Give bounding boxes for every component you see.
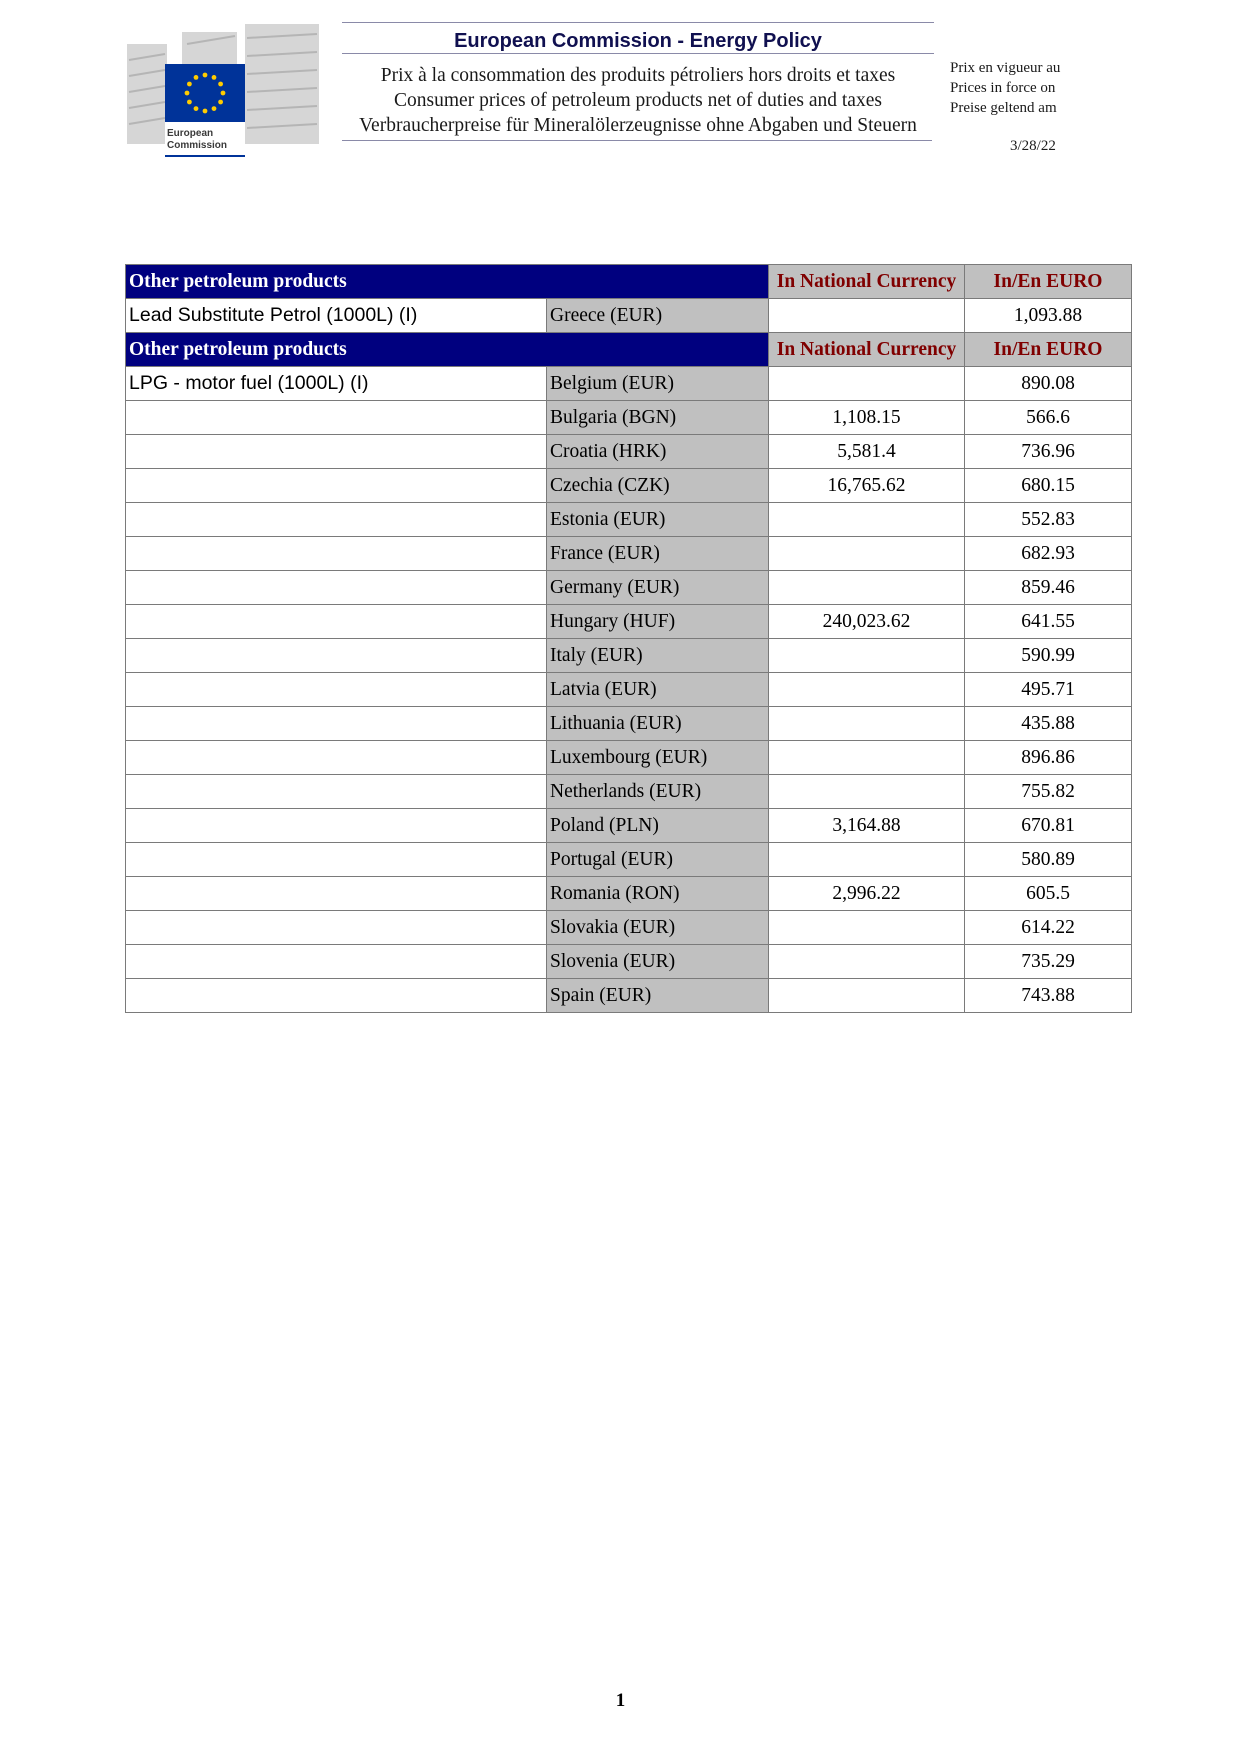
national-currency-value (769, 775, 965, 809)
country-cell: Germany (EUR) (547, 571, 769, 605)
product-name-empty (126, 503, 547, 537)
eu-star-icon (187, 82, 192, 87)
euro-value: 743.88 (965, 979, 1132, 1013)
column-header-euro: In/En EURO (965, 333, 1132, 367)
national-currency-value (769, 367, 965, 401)
country-cell: Romania (RON) (547, 877, 769, 911)
national-currency-value: 2,996.22 (769, 877, 965, 911)
organization-title: European Commission - Energy Policy (454, 30, 822, 52)
country-cell: Croatia (HRK) (547, 435, 769, 469)
eu-star-icon (212, 106, 217, 111)
column-header-euro: In/En EURO (965, 265, 1132, 299)
country-cell: Belgium (EUR) (547, 367, 769, 401)
national-currency-value: 1,108.15 (769, 401, 965, 435)
document-header (342, 22, 934, 141)
euro-value: 735.29 (965, 945, 1132, 979)
product-name-empty (126, 877, 547, 911)
product-name-empty (126, 843, 547, 877)
document-subtitles (342, 63, 934, 138)
euro-value: 614.22 (965, 911, 1132, 945)
eu-star-icon (194, 106, 199, 111)
national-currency-value (769, 299, 965, 333)
eu-star-icon (218, 100, 223, 105)
header-title-rule (342, 53, 934, 54)
country-cell: Bulgaria (BGN) (547, 401, 769, 435)
eu-star-icon (218, 82, 223, 87)
country-cell: Slovakia (EUR) (547, 911, 769, 945)
product-name-empty (126, 605, 547, 639)
national-currency-value (769, 911, 965, 945)
subtitle-german: Verbraucherpreise für Mineralölerzeugnisse ohne Abgaben und Steuern (359, 115, 917, 136)
eu-star-icon (194, 75, 199, 80)
table-row (126, 673, 1132, 707)
country-cell: Luxembourg (EUR) (547, 741, 769, 775)
table-row (126, 945, 1132, 979)
product-name-empty (126, 707, 547, 741)
national-currency-value (769, 503, 965, 537)
product-name-empty (126, 469, 547, 503)
country-cell: Netherlands (EUR) (547, 775, 769, 809)
country-cell: Greece (EUR) (547, 299, 769, 333)
table-row (126, 537, 1132, 571)
euro-value: 552.83 (965, 503, 1132, 537)
country-cell: Portugal (EUR) (547, 843, 769, 877)
table-row (126, 843, 1132, 877)
national-currency-value (769, 673, 965, 707)
table-row (126, 911, 1132, 945)
euro-value: 736.96 (965, 435, 1132, 469)
euro-value: 670.81 (965, 809, 1132, 843)
product-name-empty (126, 809, 547, 843)
country-cell: Hungary (HUF) (547, 605, 769, 639)
product-name-empty (126, 401, 547, 435)
country-cell: Italy (EUR) (547, 639, 769, 673)
table-row (126, 809, 1132, 843)
prices-in-force-en: Prices in force on (950, 80, 1056, 96)
national-currency-value: 240,023.62 (769, 605, 965, 639)
country-cell: Slovenia (EUR) (547, 945, 769, 979)
euro-value: 1,093.88 (965, 299, 1132, 333)
eu-star-icon (203, 109, 208, 114)
price-date: 3/28/22 (1010, 138, 1056, 154)
euro-value: 896.86 (965, 741, 1132, 775)
euro-value: 890.08 (965, 367, 1132, 401)
country-cell: Latvia (EUR) (547, 673, 769, 707)
section-header-label: Other petroleum products (126, 333, 769, 367)
national-currency-value (769, 571, 965, 605)
table-row (126, 503, 1132, 537)
product-name-empty (126, 435, 547, 469)
table-row (126, 299, 1132, 333)
euro-value: 755.82 (965, 775, 1132, 809)
logo-text-commission: Commission (167, 140, 228, 151)
euro-value: 682.93 (965, 537, 1132, 571)
product-name-empty (126, 537, 547, 571)
page-number: 1 (615, 1690, 626, 1711)
table-row (126, 435, 1132, 469)
prices-in-force-label (950, 58, 1060, 118)
product-name-empty (126, 945, 547, 979)
table-row (126, 571, 1132, 605)
national-currency-value: 3,164.88 (769, 809, 965, 843)
eu-star-icon (221, 91, 226, 96)
national-currency-value (769, 741, 965, 775)
national-currency-value (769, 639, 965, 673)
prices-in-force-fr: Prix en vigueur au (950, 60, 1061, 76)
table-row (126, 775, 1132, 809)
subtitle-english: Consumer prices of petroleum products net of duties and taxes (394, 90, 882, 111)
table-row (126, 605, 1132, 639)
country-cell: Spain (EUR) (547, 979, 769, 1013)
table-row (126, 707, 1132, 741)
table-row (126, 741, 1132, 775)
subtitle-french: Prix à la consommation des produits pétroliers hors droits et taxes (380, 65, 896, 86)
country-cell: France (EUR) (547, 537, 769, 571)
product-name-empty (126, 639, 547, 673)
prices-table (125, 264, 1132, 1013)
product-name-empty (126, 571, 547, 605)
european-commission-logo (127, 24, 319, 160)
eu-star-icon (203, 73, 208, 78)
euro-value: 859.46 (965, 571, 1132, 605)
prices-in-force-de: Preise geltend am (950, 100, 1057, 116)
euro-value: 495.71 (965, 673, 1132, 707)
column-header-national-currency: In National Currency (769, 333, 965, 367)
product-name-empty (126, 775, 547, 809)
national-currency-value (769, 707, 965, 741)
table-row (126, 639, 1132, 673)
country-cell: Lithuania (EUR) (547, 707, 769, 741)
national-currency-value: 16,765.62 (769, 469, 965, 503)
national-currency-value (769, 945, 965, 979)
euro-value: 435.88 (965, 707, 1132, 741)
section-header-label: Other petroleum products (126, 265, 769, 299)
euro-value: 566.6 (965, 401, 1132, 435)
national-currency-value (769, 843, 965, 877)
section-header-row (126, 265, 1132, 299)
eu-star-icon (185, 91, 190, 96)
product-name-empty (126, 673, 547, 707)
national-currency-value (769, 537, 965, 571)
euro-value: 605.5 (965, 877, 1132, 911)
euro-value: 680.15 (965, 469, 1132, 503)
logo-text-european: European (167, 128, 214, 139)
product-name: LPG - motor fuel (1000L) (I) (126, 367, 547, 401)
table-row (126, 469, 1132, 503)
euro-value: 580.89 (965, 843, 1132, 877)
euro-value: 590.99 (965, 639, 1132, 673)
product-name: Lead Substitute Petrol (1000L) (I) (126, 299, 547, 333)
product-name-empty (126, 741, 547, 775)
table-row (126, 401, 1132, 435)
header-bottom-rule (342, 140, 932, 141)
country-cell: Czechia (CZK) (547, 469, 769, 503)
section-header-row (126, 333, 1132, 367)
eu-star-icon (187, 100, 192, 105)
euro-value: 641.55 (965, 605, 1132, 639)
eu-star-icon (212, 75, 217, 80)
product-name-empty (126, 979, 547, 1013)
national-currency-value: 5,581.4 (769, 435, 965, 469)
table-row (126, 367, 1132, 401)
product-name-empty (126, 911, 547, 945)
table-row (126, 877, 1132, 911)
country-cell: Poland (PLN) (547, 809, 769, 843)
national-currency-value (769, 979, 965, 1013)
table-row (126, 979, 1132, 1013)
country-cell: Estonia (EUR) (547, 503, 769, 537)
column-header-national-currency: In National Currency (769, 265, 965, 299)
